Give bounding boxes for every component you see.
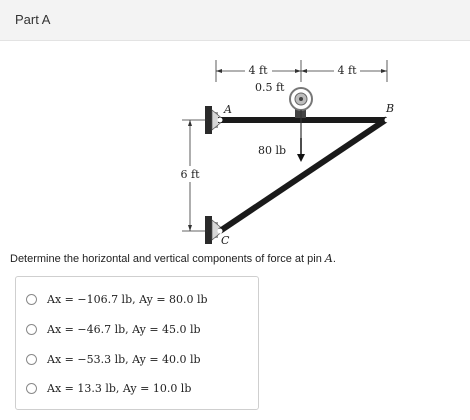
point-b-label: B: [386, 102, 395, 115]
choice-label: Ax = 13.3 lb, Ay = 10.0 lb: [47, 381, 192, 395]
question-end: .: [332, 253, 336, 265]
frame-diagram: [0, 40, 470, 250]
dim-pulley-label: 0.5 ft: [255, 81, 285, 94]
pin-b: [385, 118, 390, 123]
pin-c: [218, 229, 223, 234]
choice-label: Ax = −46.7 lb, Ay = 45.0 lb: [47, 322, 201, 336]
radio-button[interactable]: [26, 294, 37, 305]
choice-1[interactable]: [26, 289, 208, 309]
dim-top-left-label: 4 ft: [248, 64, 268, 77]
part-header: [0, 0, 470, 41]
dim-top-right-label: 4 ft: [337, 64, 357, 77]
load-label: 80 lb: [258, 144, 287, 157]
question-var: A: [324, 252, 333, 265]
dim-height-label: 6 ft: [180, 168, 200, 181]
question-body: Determine the horizontal and vertical components of force at pin: [10, 253, 322, 265]
member-bc: [220, 119, 387, 231]
radio-button[interactable]: [26, 354, 37, 365]
choice-label: Ax = −106.7 lb, Ay = 80.0 lb: [47, 292, 208, 306]
load-arrow-icon: [297, 138, 305, 162]
answer-choices: [15, 276, 259, 410]
question-text: [10, 252, 336, 265]
radio-button[interactable]: [26, 324, 37, 335]
radio-button[interactable]: [26, 383, 37, 394]
choice-4[interactable]: [26, 378, 191, 398]
dimension-top: [216, 60, 387, 82]
point-a-label: A: [224, 103, 232, 116]
point-c-label: C: [221, 234, 230, 247]
choice-label: Ax = −53.3 lb, Ay = 40.0 lb: [47, 352, 201, 366]
part-title: Part A: [15, 12, 51, 27]
pin-a: [218, 118, 223, 123]
choice-2[interactable]: [26, 319, 201, 339]
choice-3[interactable]: [26, 349, 201, 369]
